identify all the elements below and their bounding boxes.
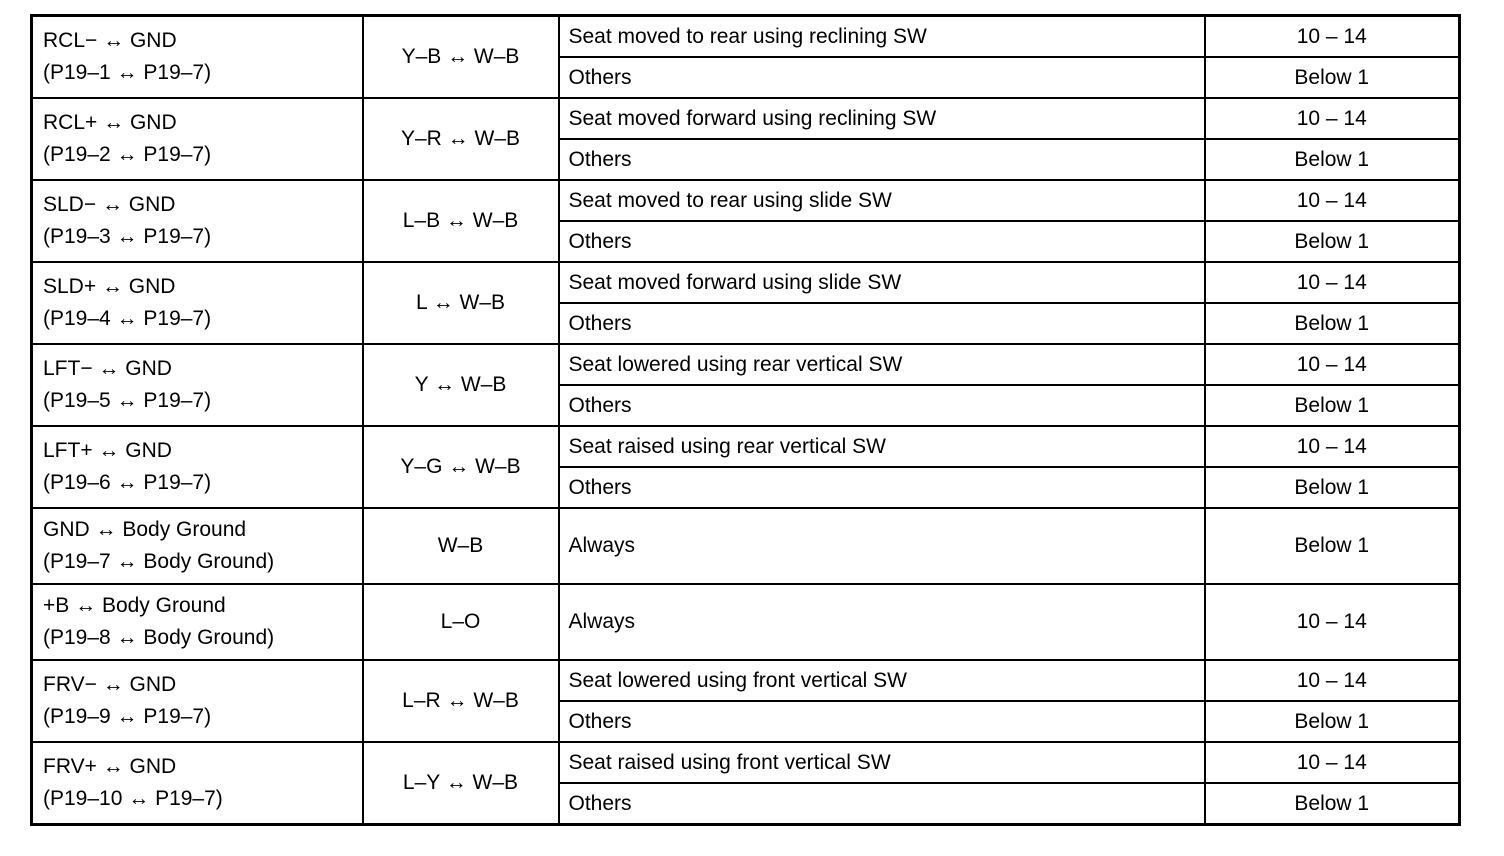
specified-condition-cell: Below 1 (1205, 385, 1460, 426)
terminal-name: SLD− ↔ GND (43, 193, 176, 216)
specified-condition-cell: Below 1 (1205, 783, 1460, 825)
terminal-name: RCL+ ↔ GND (43, 111, 177, 134)
condition-cell: Others (559, 303, 1205, 344)
terminal-cell (32, 584, 363, 660)
specified-condition-cell: 10 – 14 (1205, 742, 1460, 783)
terminal-cell (32, 180, 363, 262)
table-row (32, 426, 1460, 467)
terminal-cell (32, 262, 363, 344)
table-row (32, 508, 1460, 584)
specified-condition-cell: Below 1 (1205, 57, 1460, 98)
table-row (32, 742, 1460, 783)
terminal-pins: (P19–3 ↔ P19–7) (43, 225, 212, 248)
condition-cell: Seat moved forward using slide SW (559, 262, 1205, 303)
specified-condition-cell: Below 1 (1205, 508, 1460, 584)
condition-cell: Seat lowered using rear vertical SW (559, 344, 1205, 385)
specified-condition-cell: Below 1 (1205, 221, 1460, 262)
table-row (32, 262, 1460, 303)
condition-cell: Seat raised using rear vertical SW (559, 426, 1205, 467)
terminal-pins: (P19–5 ↔ P19–7) (43, 389, 212, 412)
terminal-name: FRV− ↔ GND (43, 673, 177, 696)
terminal-pins: (P19–9 ↔ P19–7) (43, 705, 212, 728)
terminal-pins: (P19–8 ↔ Body Ground) (43, 626, 275, 649)
specified-condition-cell: 10 – 14 (1205, 180, 1460, 221)
terminal-pins: (P19–10 ↔ P19–7) (43, 787, 223, 810)
terminal-name: RCL− ↔ GND (43, 29, 177, 52)
terminal-name: +B ↔ Body Ground (43, 594, 226, 617)
condition-cell: Always (559, 584, 1205, 660)
terminal-pins: (P19–7 ↔ Body Ground) (43, 550, 275, 573)
wiring-color-cell: L–B ↔ W–B (363, 180, 559, 262)
terminal-name: SLD+ ↔ GND (43, 275, 176, 298)
condition-cell: Others (559, 57, 1205, 98)
terminal-cell (32, 344, 363, 426)
terminal-pins: (P19–6 ↔ P19–7) (43, 471, 212, 494)
wiring-color-cell: Y–B ↔ W–B (363, 16, 559, 99)
condition-cell: Seat moved to rear using slide SW (559, 180, 1205, 221)
specified-condition-cell: 10 – 14 (1205, 426, 1460, 467)
terminal-name: LFT− ↔ GND (43, 357, 172, 380)
terminal-cell (32, 16, 363, 99)
specified-condition-cell: 10 – 14 (1205, 660, 1460, 701)
wiring-color-cell: L–R ↔ W–B (363, 660, 559, 742)
terminal-pins: (P19–1 ↔ P19–7) (43, 61, 212, 84)
specified-condition-cell: Below 1 (1205, 701, 1460, 742)
table-row (32, 660, 1460, 701)
wiring-color-cell: Y–G ↔ W–B (363, 426, 559, 508)
condition-cell: Seat moved to rear using reclining SW (559, 16, 1205, 58)
wiring-color-cell: L–O (363, 584, 559, 660)
condition-cell: Seat moved forward using reclining SW (559, 98, 1205, 139)
table-row (32, 344, 1460, 385)
condition-cell: Others (559, 467, 1205, 508)
wiring-color-cell: L–Y ↔ W–B (363, 742, 559, 825)
condition-cell: Seat raised using front vertical SW (559, 742, 1205, 783)
terminal-cell (32, 660, 363, 742)
specified-condition-cell: 10 – 14 (1205, 344, 1460, 385)
terminal-pins: (P19–4 ↔ P19–7) (43, 307, 212, 330)
terminal-name: GND ↔ Body Ground (43, 518, 247, 541)
terminal-name: LFT+ ↔ GND (43, 439, 172, 462)
specified-condition-cell: Below 1 (1205, 303, 1460, 344)
wiring-color-cell: Y ↔ W–B (363, 344, 559, 426)
terminal-cell (32, 742, 363, 825)
condition-cell: Others (559, 221, 1205, 262)
condition-cell: Others (559, 701, 1205, 742)
terminal-cell (32, 426, 363, 508)
wiring-color-cell: W–B (363, 508, 559, 584)
condition-cell: Others (559, 783, 1205, 825)
terminal-cell (32, 98, 363, 180)
table-row (32, 584, 1460, 660)
condition-cell: Others (559, 139, 1205, 180)
condition-cell: Seat lowered using front vertical SW (559, 660, 1205, 701)
specified-condition-cell: 10 – 14 (1205, 98, 1460, 139)
terminal-pins: (P19–2 ↔ P19–7) (43, 143, 212, 166)
condition-cell: Others (559, 385, 1205, 426)
table-body (32, 16, 1460, 825)
table-row (32, 180, 1460, 221)
wiring-color-cell: L ↔ W–B (363, 262, 559, 344)
table-row (32, 16, 1460, 58)
terminal-name: FRV+ ↔ GND (43, 755, 177, 778)
specified-condition-cell: 10 – 14 (1205, 16, 1460, 58)
condition-cell: Always (559, 508, 1205, 584)
table-row (32, 98, 1460, 139)
specified-condition-cell: 10 – 14 (1205, 584, 1460, 660)
terminal-cell (32, 508, 363, 584)
specified-condition-cell: Below 1 (1205, 139, 1460, 180)
wiring-color-cell: Y–R ↔ W–B (363, 98, 559, 180)
specified-condition-cell: Below 1 (1205, 467, 1460, 508)
specified-condition-cell: 10 – 14 (1205, 262, 1460, 303)
terminal-voltage-table (30, 14, 1461, 826)
